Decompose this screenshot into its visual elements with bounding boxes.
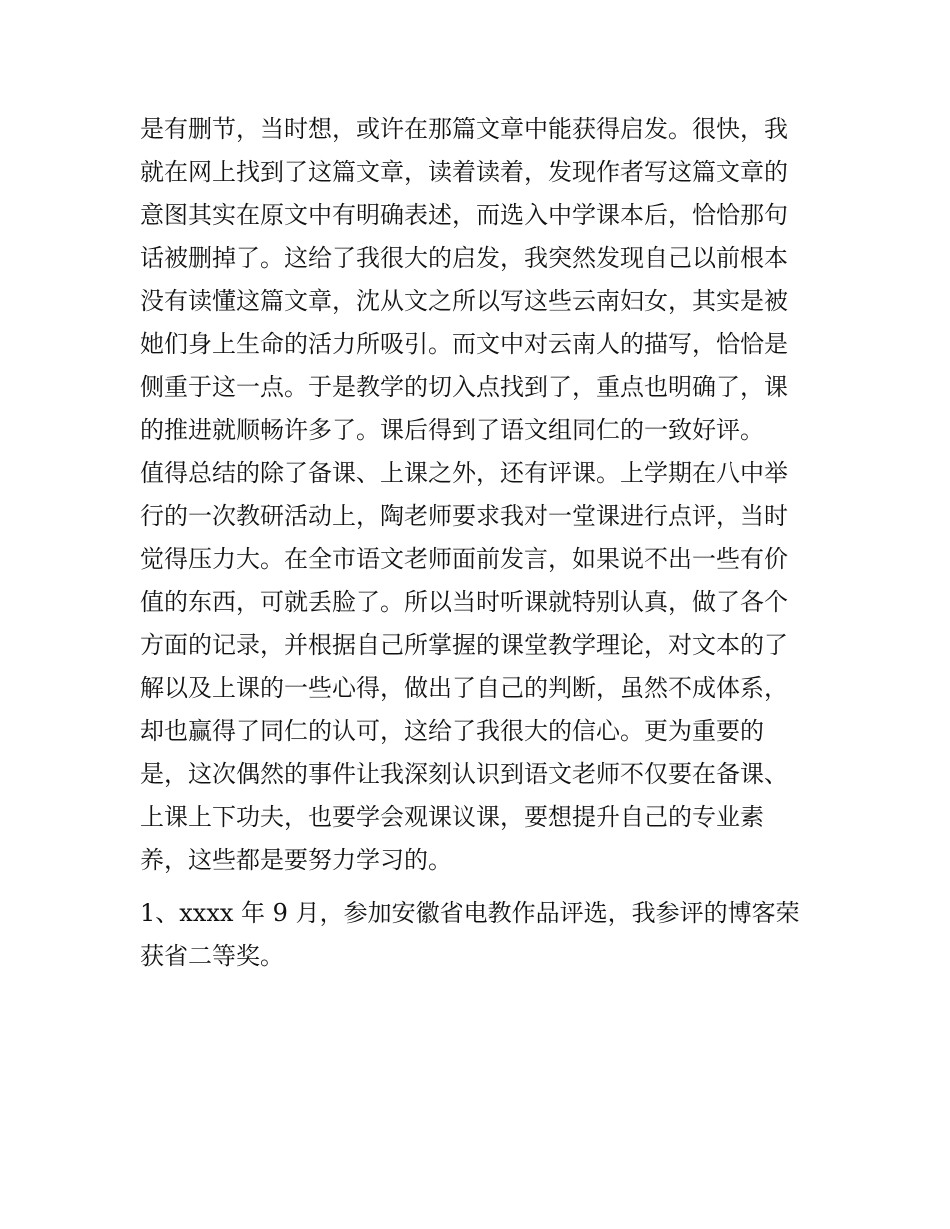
body-text bbox=[140, 108, 820, 978]
text-line: 意图其实在原文中有明确表述，而选入中学课本后，恰恰那句 bbox=[140, 201, 788, 229]
text-line: 是，这次偶然的事件让我深刻认识到语文老师不仅要在备课、 bbox=[140, 760, 788, 788]
list-item-line: 获省二等奖。 bbox=[140, 942, 284, 970]
text-line: 她们身上生命的活力所吸引。而文中对云南人的描写，恰恰是 bbox=[140, 330, 788, 358]
text-line: 方面的记录，并根据自己所掌握的课堂教学理论，对文本的了 bbox=[140, 631, 788, 659]
text-line: 就在网上找到了这篇文章，读着读着，发现作者写这篇文章的 bbox=[140, 158, 788, 186]
text-line: 却也赢得了同仁的认可，这给了我很大的信心。更为重要的 bbox=[140, 717, 764, 745]
text-line: 值的东西，可就丢脸了。所以当时听课就特别认真，做了各个 bbox=[140, 588, 788, 616]
text-line: 侧重于这一点。于是教学的切入点找到了，重点也明确了，课 bbox=[140, 373, 788, 401]
text-line: 上课上下功夫，也要学会观课议课，要想提升自己的专业素 bbox=[140, 803, 764, 831]
list-item-line: 1、xxxx 年 9 月，参加安徽省电教作品评选，我参评的博客荣 bbox=[140, 899, 800, 927]
text-line: 觉得压力大。在全市语文老师面前发言，如果说不出一些有价 bbox=[140, 545, 788, 573]
text-line: 解以及上课的一些心得，做出了自己的判断，虽然不成体系， bbox=[140, 674, 788, 702]
text-line: 值得总结的除了备课、上课之外，还有评课。上学期在八中举 bbox=[140, 459, 788, 487]
text-line: 行的一次教研活动上，陶老师要求我对一堂课进行点评，当时 bbox=[140, 502, 788, 530]
text-line: 的推进就顺畅许多了。课后得到了语文组同仁的一致好评。 bbox=[140, 416, 764, 444]
text-line: 是有删节，当时想，或许在那篇文章中能获得启发。很快，我 bbox=[140, 115, 788, 143]
text-line: 没有读懂这篇文章，沈从文之所以写这些云南妇女，其实是被 bbox=[140, 287, 788, 315]
text-line: 养，这些都是要努力学习的。 bbox=[140, 846, 452, 874]
text-line: 话被删掉了。这给了我很大的启发，我突然发现自己以前根本 bbox=[140, 244, 788, 272]
